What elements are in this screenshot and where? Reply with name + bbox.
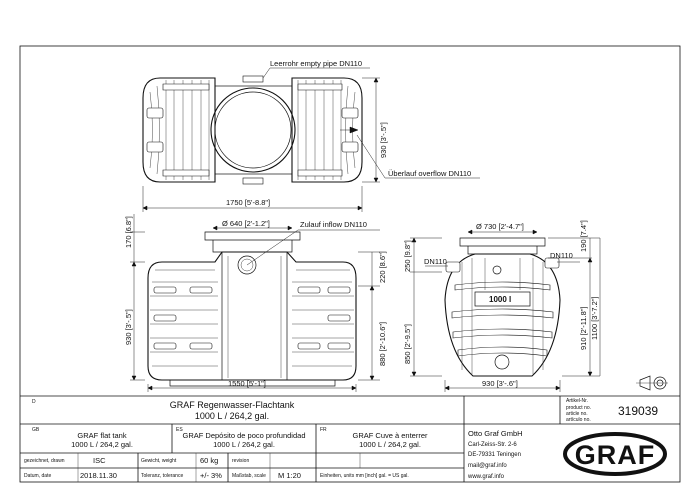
article-label-4: artículo no. (566, 417, 591, 423)
company-web: www.graf.info (468, 474, 505, 480)
units-label: Einheiten, units mm [inch] gal. = US gal. (320, 473, 409, 479)
end-view-width-dim: 930 [3'-.6"] (482, 379, 518, 388)
end-view-dome-height-dim: 190 [7.4"] (579, 220, 588, 252)
weight-label: Gewicht, weight (141, 458, 177, 464)
end-view-top-dim: 250 [9.8"] (403, 240, 412, 272)
side-view (130, 214, 380, 392)
side-view-length-dim: 1550 [5'-1"] (228, 379, 266, 388)
subtitle-de: 1000 L / 264,2 gal. (194, 411, 270, 421)
subtitle-fr: 1000 L / 264,2 gal. (359, 440, 421, 449)
top-view-overflow-label: Überlauf overflow DN110 (388, 169, 472, 178)
end-view-dome-dia-dim: Ø 730 [2'-4.7"] (476, 222, 524, 231)
revision-label: revision (232, 458, 250, 464)
graf-logo (565, 434, 665, 474)
company-street: Carl-Zeiss-Str. 2-6 (468, 442, 517, 448)
company-email: mail@graf.info (468, 463, 507, 469)
date-value: 2018.11.30 (80, 471, 117, 480)
title-es: GRAF Depósito de poco profundidad (182, 431, 306, 440)
article-label-1: Artikel-Nr. (566, 398, 588, 404)
side-view-dome-dia-dim: Ø 640 [2'-1.2"] (222, 219, 270, 228)
side-view-height-dim: 930 [3'-.5"] (124, 309, 133, 345)
projection-symbol-icon (636, 376, 668, 390)
side-view-dome-height-dim: 170 [6.8"] (124, 216, 133, 248)
subtitle-es: 1000 L / 264,2 gal. (213, 440, 275, 449)
title-fr: GRAF Cuve à enterrer (352, 431, 428, 440)
tolerance-label: Toleranz, tolerance (141, 473, 184, 479)
top-view-empty-pipe-label: Leerrohr empty pipe DN110 (270, 59, 362, 68)
article-number: 319039 (618, 404, 659, 418)
side-view-inlet-gap-dim: 220 [8.6"] (378, 251, 387, 283)
title-de: GRAF Regenwasser-Flachtank (169, 400, 295, 410)
drawn-label: gezeichnet, drawn (24, 458, 65, 464)
article-label-2: product no. (566, 405, 592, 411)
article-label-3: article no. (566, 411, 588, 417)
subtitle-gb: 1000 L / 264,2 gal. (71, 440, 133, 449)
gb-code: GB (32, 427, 40, 433)
title-block-corner-d: D (32, 399, 36, 405)
company-city: DE-79331 Teningen (468, 452, 521, 458)
scale-value: M 1:20 (278, 471, 301, 480)
drawn-value: ISC (93, 456, 106, 465)
fr-code: FR (320, 427, 327, 433)
es-code: ES (176, 427, 183, 433)
end-view-dn-right-label: DN110 (550, 251, 573, 260)
side-view-inlet-height-dim: 880 [2'-10.6"] (378, 321, 387, 366)
top-view-length-dim: 1750 [5'-8.8"] (226, 198, 271, 207)
top-view-width-dim: 930 [3'-.5"] (379, 122, 388, 158)
date-label: Datum, date (24, 473, 52, 479)
end-view-right-lower-dim: 910 [2'-11.8"] (579, 306, 588, 350)
title-gb: GRAF flat tank (77, 431, 127, 440)
svg-text:GRAF: GRAF (574, 440, 656, 470)
tolerance-value: +/- 3% (200, 471, 222, 480)
end-view-tank-label: 1000 l (489, 295, 512, 304)
end-view-total-height-dim: 1100 [3'-7.2"] (590, 296, 599, 340)
side-view-inflow-label: Zulauf inflow DN110 (300, 220, 367, 229)
weight-value: 60 kg (200, 456, 219, 465)
end-view-left-height-dim: 850 [2'-9.5"] (403, 324, 412, 364)
top-view (143, 68, 480, 212)
scale-label: Maßstab, scale (232, 473, 266, 479)
company-name: Otto Graf GmbH (468, 429, 523, 438)
end-view-dn-left-label: DN110 (424, 257, 447, 266)
